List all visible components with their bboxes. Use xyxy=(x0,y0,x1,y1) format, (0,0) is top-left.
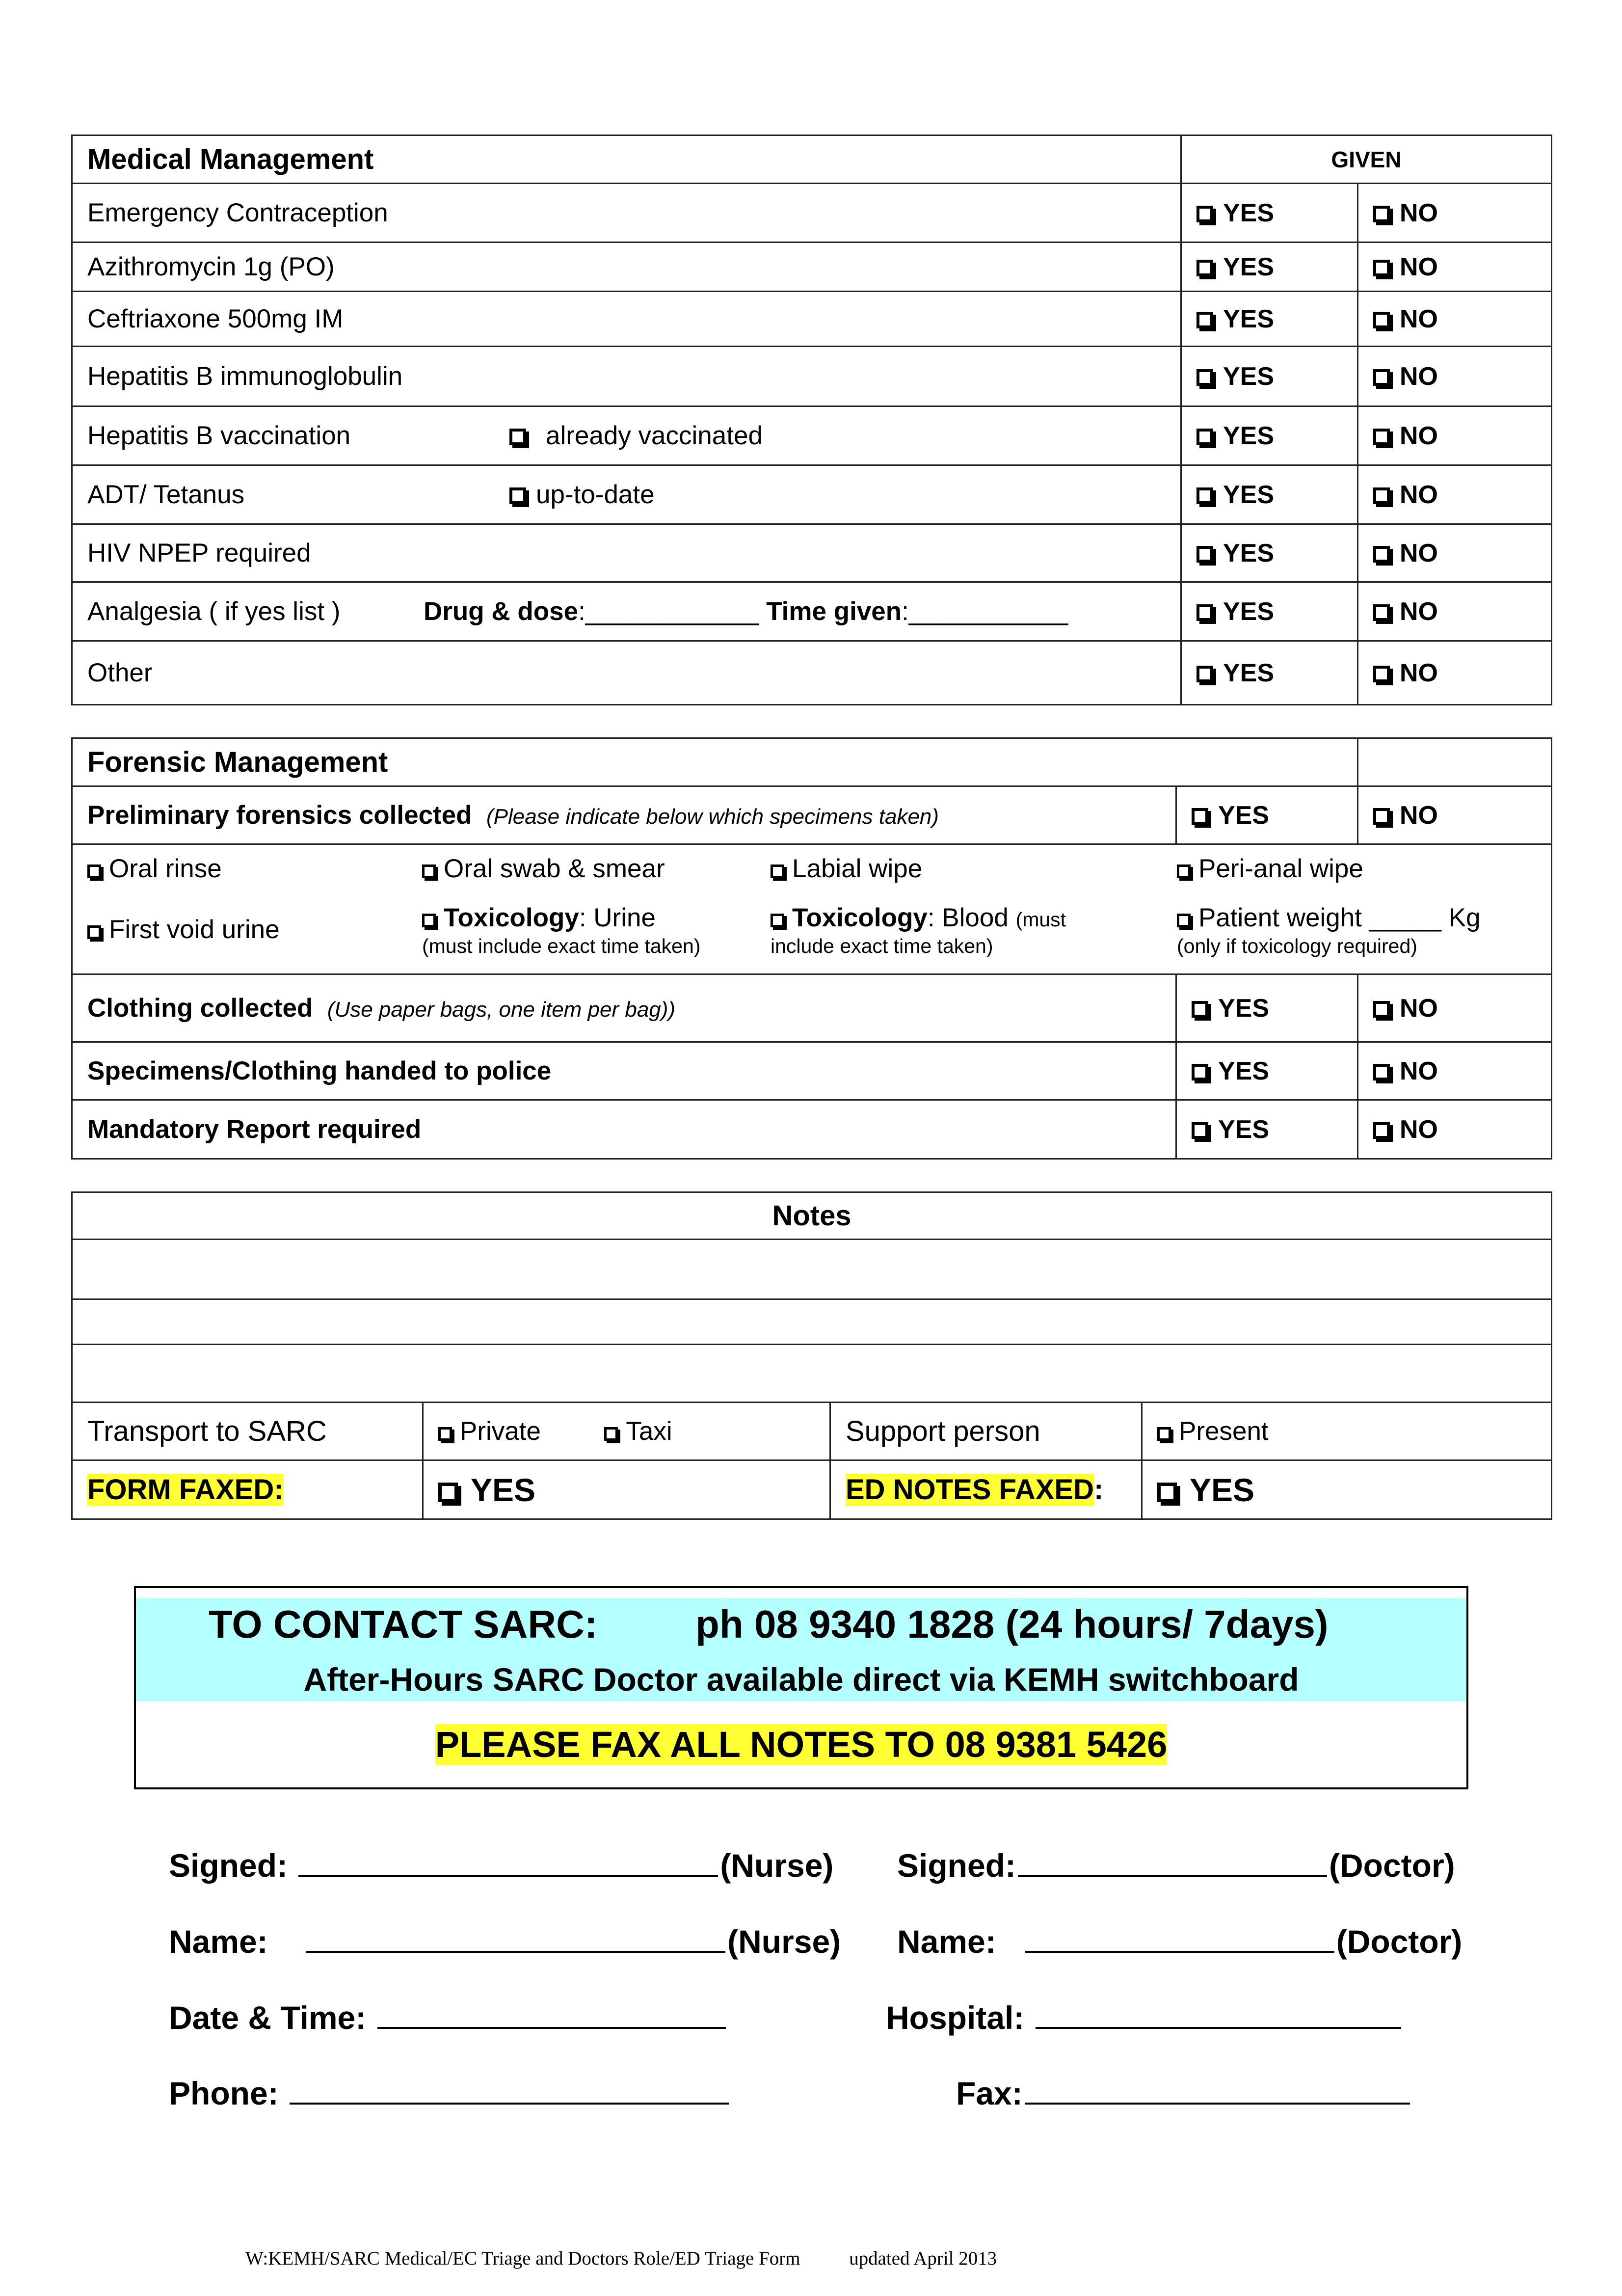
form-faxed-label: FORM FAXED: xyxy=(72,1460,423,1519)
checkbox-icon[interactable] xyxy=(771,864,784,878)
row-label: Hepatitis B immunoglobulin xyxy=(72,347,1181,406)
phone-field[interactable]: Phone: xyxy=(169,2075,731,2112)
handed-to-police-row: Specimens/Clothing handed to police xyxy=(72,1042,1176,1100)
yes-option[interactable]: YES xyxy=(1181,524,1358,582)
checkbox-icon[interactable] xyxy=(1197,206,1213,222)
checkbox-icon[interactable] xyxy=(1192,808,1208,825)
row-label: Other xyxy=(72,641,1181,705)
fax-notes-line: PLEASE FAX ALL NOTES TO 08 9381 5426 xyxy=(435,1724,1168,1765)
transport-options xyxy=(423,1403,830,1460)
checkbox-icon[interactable] xyxy=(438,1483,458,1502)
checkbox-icon[interactable] xyxy=(1197,487,1213,504)
checkbox-icon[interactable] xyxy=(1177,864,1191,878)
fax-field[interactable]: Fax: xyxy=(956,2075,1412,2112)
no-option[interactable]: NO xyxy=(1358,1100,1552,1159)
checkbox-icon[interactable] xyxy=(1373,260,1390,276)
checkbox-icon[interactable] xyxy=(1373,1122,1390,1139)
checkbox-icon[interactable] xyxy=(1373,1064,1390,1080)
toxicology-blood-option[interactable]: Toxicology: Blood (must include exact time taken) xyxy=(771,903,1066,957)
support-person-label: Support person xyxy=(830,1403,1142,1460)
hep-b-vaccination-row: Hepatitis B vaccination already vaccinated xyxy=(72,406,1181,465)
mandatory-report-row: Mandatory Report required xyxy=(72,1100,1176,1159)
checkbox-icon[interactable] xyxy=(1157,1483,1177,1502)
name-nurse-field[interactable]: Name: (Nurse) xyxy=(169,1923,841,1960)
no-option[interactable]: NO xyxy=(1358,184,1552,243)
contact-phone: ph 08 9340 1828 (24 hours/ 7days) xyxy=(695,1602,1329,1646)
checkbox-icon[interactable] xyxy=(604,1427,618,1441)
yes-option[interactable]: YES xyxy=(1176,1042,1358,1100)
transport-label: Transport to SARC xyxy=(72,1403,423,1460)
checkbox-icon[interactable] xyxy=(1192,1064,1208,1080)
yes-option[interactable]: YES xyxy=(1181,184,1358,243)
checkbox-icon[interactable] xyxy=(1197,604,1213,621)
no-option[interactable]: NO xyxy=(1358,641,1552,705)
row-label: Emergency Contraception xyxy=(72,184,1181,243)
checkbox-icon[interactable] xyxy=(1373,1001,1390,1018)
checkbox-icon[interactable] xyxy=(1197,429,1213,445)
yes-option[interactable]: YES xyxy=(1181,582,1358,641)
checkbox-icon[interactable] xyxy=(87,864,101,878)
no-option[interactable]: NO xyxy=(1358,974,1552,1042)
no-option[interactable]: NO xyxy=(1358,786,1552,844)
checkbox-icon[interactable] xyxy=(422,864,436,878)
already-vaccinated-checkbox[interactable] xyxy=(509,429,526,445)
medical-title: Medical Management xyxy=(72,135,1181,184)
form-faxed-yes-option[interactable]: YES xyxy=(423,1460,830,1519)
toxicology-urine-option[interactable]: Toxicology: Urine (must include exact time taken) xyxy=(422,903,701,957)
checkbox-icon[interactable] xyxy=(1373,487,1390,504)
checkbox-icon[interactable] xyxy=(422,914,436,927)
notes-table xyxy=(71,1191,1552,1520)
checkbox-icon[interactable] xyxy=(1373,808,1390,825)
signed-doctor-field[interactable]: Signed: (Doctor) xyxy=(897,1847,1455,1884)
oral-rinse-option[interactable]: Oral rinse xyxy=(87,854,222,884)
checkbox-icon[interactable] xyxy=(1197,369,1213,386)
row-label: HIV NPEP required xyxy=(72,524,1181,582)
checkbox-icon[interactable] xyxy=(1373,429,1390,445)
notes-line[interactable] xyxy=(72,1345,1552,1403)
analgesia-row: Analgesia ( if yes list ) Drug & dose:____________ Time given:___________ xyxy=(72,582,1181,641)
footer-path: W:KEMH/SARC Medical/EC Triage and Doctors Role/ED Triage Form xyxy=(245,2248,800,2269)
checkbox-icon[interactable] xyxy=(1192,1001,1208,1018)
yes-option[interactable]: YES xyxy=(1181,292,1358,347)
signed-nurse-field[interactable]: Signed: (Nurse) xyxy=(169,1847,834,1884)
forensic-title: Forensic Management xyxy=(72,738,1358,786)
no-option[interactable]: NO xyxy=(1358,292,1552,347)
taxi-option[interactable]: Taxi xyxy=(604,1417,672,1446)
no-option[interactable]: NO xyxy=(1358,582,1552,641)
ed-notes-faxed-yes-option[interactable]: YES xyxy=(1142,1460,1552,1519)
checkbox-icon[interactable] xyxy=(438,1427,452,1441)
oral-swab-option[interactable]: Oral swab & smear xyxy=(422,854,665,884)
checkbox-icon[interactable] xyxy=(1197,666,1213,682)
adt-tetanus-row: ADT/ Tetanus up-to-date xyxy=(72,465,1181,524)
ed-notes-faxed-label: ED NOTES FAXED: xyxy=(830,1460,1142,1519)
no-option[interactable]: NO xyxy=(1358,465,1552,524)
checkbox-icon[interactable] xyxy=(1373,604,1390,621)
no-option[interactable]: NO xyxy=(1358,1042,1552,1100)
forensic-header-blank xyxy=(1358,738,1552,786)
medical-management-table xyxy=(71,135,1552,705)
notes-title: Notes xyxy=(72,1192,1552,1240)
private-option[interactable]: Private xyxy=(438,1417,541,1446)
labial-wipe-option[interactable]: Labial wipe xyxy=(771,854,922,884)
yes-option[interactable]: YES xyxy=(1176,786,1358,844)
contact-sarc-box xyxy=(134,1586,1468,1789)
given-header: GIVEN xyxy=(1181,135,1552,184)
no-option[interactable]: NO xyxy=(1358,524,1552,582)
row-label: Azithromycin 1g (PO) xyxy=(72,243,1181,292)
checkbox-icon[interactable] xyxy=(1197,260,1213,276)
hospital-field[interactable]: Hospital: xyxy=(886,1999,1403,2036)
notes-line[interactable] xyxy=(72,1299,1552,1345)
up-to-date-checkbox[interactable] xyxy=(509,487,526,504)
checkbox-icon[interactable] xyxy=(1197,546,1213,563)
checkbox-icon[interactable] xyxy=(1157,1427,1171,1441)
checkbox-icon[interactable] xyxy=(1192,1122,1208,1139)
checkbox-icon[interactable] xyxy=(1373,666,1390,682)
footer xyxy=(245,2247,997,2269)
no-option[interactable]: NO xyxy=(1358,347,1552,406)
yes-option[interactable]: YES xyxy=(1181,347,1358,406)
drug-dose-field[interactable]: :____________ xyxy=(578,597,759,626)
checkbox-icon[interactable] xyxy=(87,925,101,939)
date-time-field[interactable]: Date & Time: xyxy=(169,1999,728,2036)
notes-line[interactable] xyxy=(72,1240,1552,1299)
clothing-collected-row: Clothing collected (Use paper bags, one item per bag)) xyxy=(72,974,1176,1042)
peri-anal-wipe-option[interactable]: Peri-anal wipe xyxy=(1177,854,1363,884)
checkbox-icon[interactable] xyxy=(1373,369,1390,386)
checkbox-icon[interactable] xyxy=(1373,206,1390,222)
yes-option[interactable]: YES xyxy=(1176,1100,1358,1159)
contact-label: TO CONTACT SARC: xyxy=(209,1602,598,1646)
preliminary-forensics-row: Preliminary forensics collected (Please indicate below which specimens taken) xyxy=(72,786,1176,844)
time-given-field[interactable]: :___________ xyxy=(902,597,1068,626)
yes-option[interactable]: YES xyxy=(1181,465,1358,524)
patient-weight-option[interactable]: Patient weight _____ Kg (only if toxicology required) xyxy=(1177,903,1481,957)
footer-updated: updated April 2013 xyxy=(849,2248,997,2269)
checkbox-icon[interactable] xyxy=(1373,312,1390,328)
row-label: Ceftriaxone 500mg IM xyxy=(72,292,1181,347)
no-option[interactable]: NO xyxy=(1358,243,1552,292)
yes-option[interactable]: YES xyxy=(1176,974,1358,1042)
yes-option[interactable]: YES xyxy=(1181,641,1358,705)
checkbox-icon[interactable] xyxy=(771,914,784,927)
checkbox-icon[interactable] xyxy=(1177,914,1191,927)
checkbox-icon[interactable] xyxy=(1197,312,1213,328)
name-doctor-field[interactable]: Name: (Doctor) xyxy=(897,1923,1462,1960)
forensic-management-table xyxy=(71,737,1552,1160)
specimen-grid xyxy=(72,844,1552,974)
after-hours-note: After-Hours SARC Doctor available direct via KEMH switchboard xyxy=(303,1661,1299,1698)
present-option[interactable]: Present xyxy=(1142,1403,1552,1460)
yes-option[interactable]: YES xyxy=(1181,406,1358,465)
yes-option[interactable]: YES xyxy=(1181,243,1358,292)
no-option[interactable]: NO xyxy=(1358,406,1552,465)
checkbox-icon[interactable] xyxy=(1373,546,1390,563)
first-void-urine-option[interactable]: First void urine xyxy=(87,915,280,945)
